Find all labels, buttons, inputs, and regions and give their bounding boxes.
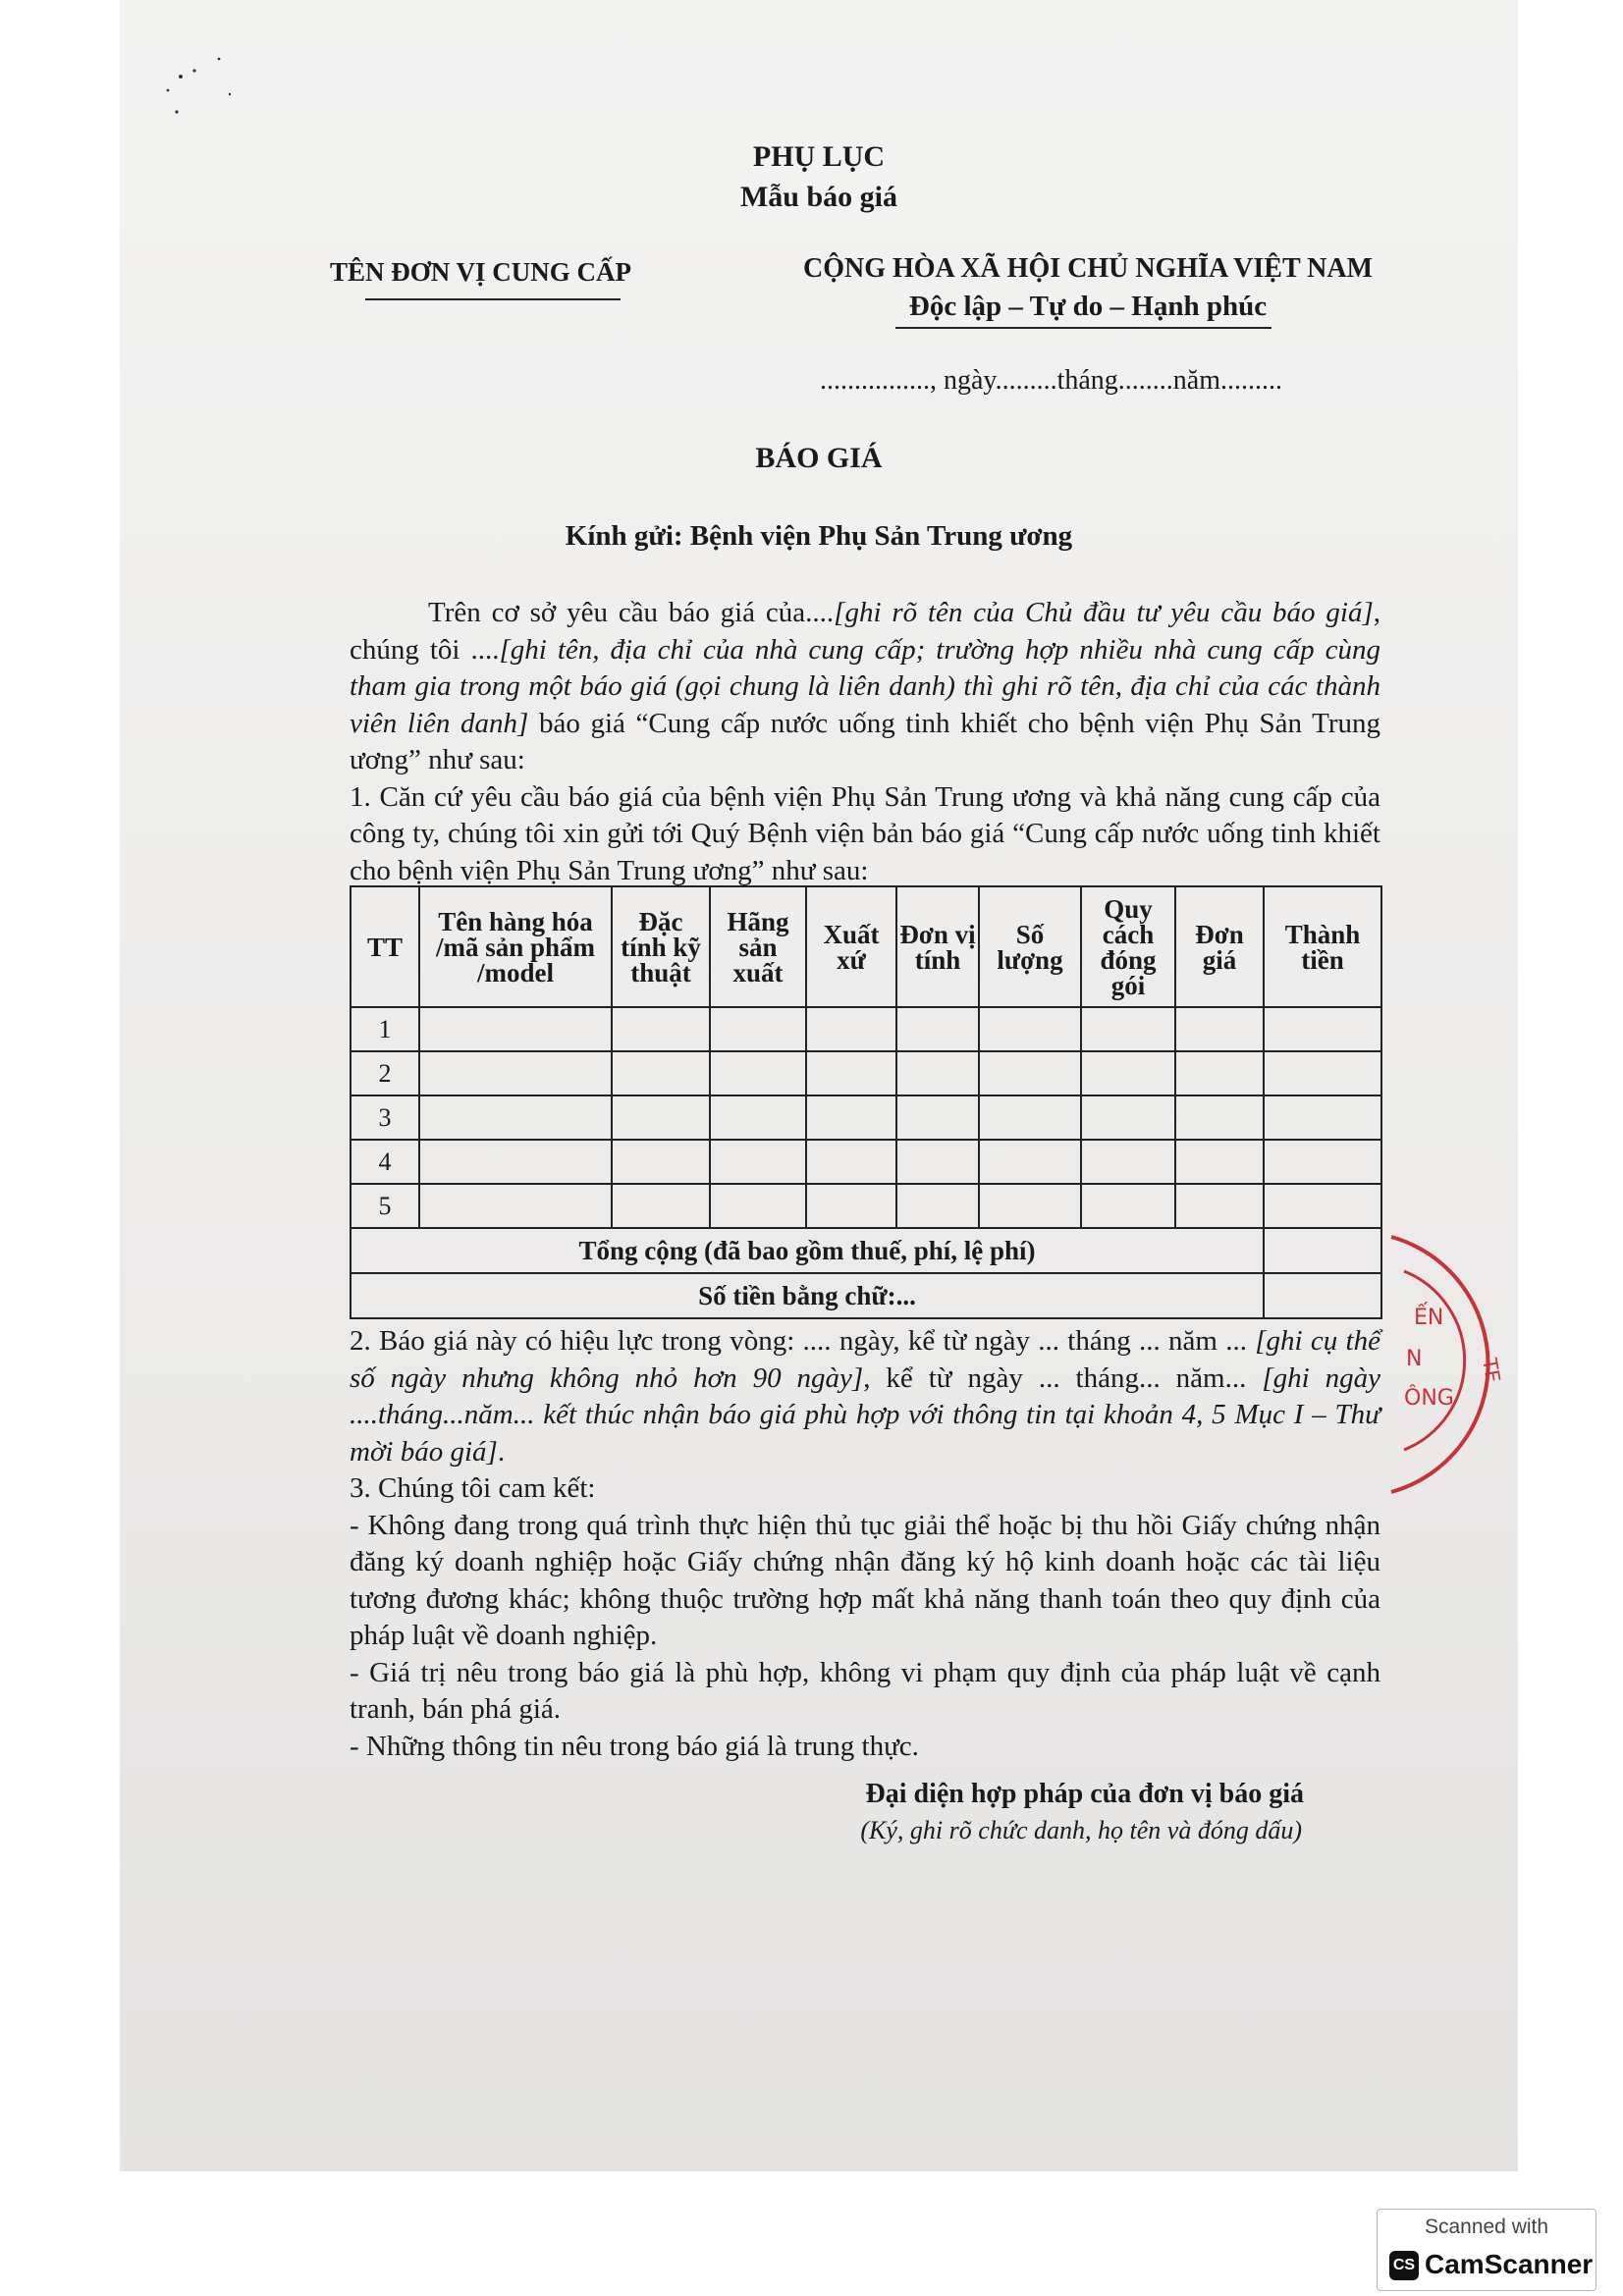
motto: Độc lập – Tự do – Hạnh phúc (908, 291, 1268, 322)
cell[interactable] (896, 1184, 979, 1228)
col-header-origin: Xuất xứ (806, 886, 896, 1007)
commitment-item: - Không đang trong quá trình thực hiện thủ tục giải thể hoặc bị thu hồi Giấy chứng nhận đăng ký doanh nghiệp hoặc Giấy chứng nhận đăng ký hộ kinh doanh hoặc các tài liệu tương đương khác; không thuộc trường hợp mất khả năng thanh toán theo quy định của pháp luật về doanh nghiệp. (350, 1509, 1380, 1651)
item-1-text: 1. Căn cứ yêu cầu báo giá của bệnh viện Phụ Sản Trung ương và khả năng cung cấp của công ty, chúng tôi xin gửi tới Quý Bệnh viện bản báo giá “Cung cấp nước uống tinh khiết cho bệnh viện Phụ Sản Trung ương” như sau: (350, 780, 1380, 886)
cell[interactable] (1081, 1184, 1175, 1228)
row-number: 3 (351, 1095, 419, 1140)
cell[interactable] (1175, 1140, 1264, 1184)
document-title: BÁO GIÁ (755, 442, 883, 474)
validity-clause (350, 1323, 1380, 1470)
amount-in-words-value-cell[interactable] (1264, 1273, 1381, 1318)
cell[interactable] (979, 1051, 1081, 1095)
commitment-item: - Những thông tin nêu trong báo giá là trung thực. (350, 1730, 919, 1762)
col-header-tt: TT (351, 886, 419, 1007)
cell[interactable] (979, 1007, 1081, 1051)
cell[interactable] (710, 1140, 806, 1184)
cell[interactable] (806, 1184, 896, 1228)
validity-note-1: [ghi cụ thể số ngày nhưng không nhỏ hơn 90 ngày] (350, 1325, 1380, 1394)
cell[interactable] (979, 1140, 1081, 1184)
scanned-with-label: Scanned with (1424, 2216, 1549, 2238)
col-header-quantity: Số lượng (979, 886, 1081, 1007)
cell[interactable] (896, 1007, 979, 1051)
commitments-heading: 3. Chúng tôi cam kết: (350, 1472, 596, 1504)
cell[interactable] (419, 1007, 612, 1051)
camscanner-logo-icon: CS (1389, 2251, 1419, 2280)
cell[interactable] (710, 1184, 806, 1228)
cell[interactable] (710, 1051, 806, 1095)
cell[interactable] (896, 1051, 979, 1095)
form-name: Mẫu báo giá (739, 181, 898, 213)
stamp-text-2: N (1406, 1347, 1423, 1371)
cell[interactable] (419, 1095, 612, 1140)
row-number: 4 (351, 1140, 419, 1184)
col-header-product-name: Tên hàng hóa /mã sản phẩm /model (419, 886, 612, 1007)
cell[interactable] (612, 1007, 710, 1051)
supplier-underline (365, 298, 621, 300)
cell[interactable] (1264, 1051, 1381, 1095)
signature-title: Đại diện hợp pháp của đơn vị báo giá (865, 1779, 1304, 1809)
scan-specks (139, 49, 257, 128)
cell[interactable] (1175, 1184, 1264, 1228)
amount-in-words-label: Số tiền bằng chữ:... (351, 1273, 1264, 1318)
table-header-row (351, 886, 1381, 1007)
total-label: Tổng cộng (đã bao gồm thuế, phí, lệ phí) (351, 1228, 1264, 1273)
cell[interactable] (896, 1140, 979, 1184)
total-value-cell[interactable] (1264, 1228, 1381, 1273)
table-row (351, 1095, 1381, 1140)
table-row (351, 1184, 1381, 1228)
recipient-line: Kính gửi: Bệnh viện Phụ Sản Trung ương (565, 520, 1073, 552)
intro-text-3: báo giá “Cung cấp nước uống tinh khiết cho bệnh viện Phụ Sản Trung ương” như sau: (350, 707, 1380, 775)
cell[interactable] (612, 1051, 710, 1095)
document-page (120, 0, 1518, 2171)
cell[interactable] (1081, 1007, 1175, 1051)
stamp-text-1: ẾN (1414, 1306, 1444, 1330)
date-line: ................, ngày.........tháng........năm......... (819, 365, 1282, 396)
cell[interactable] (612, 1184, 710, 1228)
cell[interactable] (896, 1095, 979, 1140)
validity-note-2: [ghi ngày ....tháng...năm... kết thúc nhận báo giá phù hợp với thông tin tại khoản 4, 5 Mục I – Thư mời báo giá] (350, 1362, 1380, 1468)
supplier-name-label: TÊN ĐƠN VỊ CUNG CẤP (330, 257, 632, 287)
total-row (351, 1228, 1381, 1273)
camscanner-badge (1377, 2209, 1596, 2291)
cell[interactable] (612, 1095, 710, 1140)
cell[interactable] (710, 1095, 806, 1140)
cell[interactable] (979, 1095, 1081, 1140)
appendix-heading: PHỤ LỤC (752, 140, 886, 173)
red-stamp-partial (1386, 1232, 1518, 1497)
cell[interactable] (979, 1184, 1081, 1228)
validity-text-1: 2. Báo giá này có hiệu lực trong vòng: .... ngày, kể từ ngày ... tháng ... năm ... (350, 1325, 1256, 1357)
cell[interactable] (1264, 1095, 1381, 1140)
intro-note-1: [ghi rõ tên của Chủ đầu tư yêu cầu báo giá] (834, 597, 1374, 628)
table-row (351, 1007, 1381, 1051)
col-header-unit-price: Đơn giá (1175, 886, 1264, 1007)
col-header-unit: Đơn vị tính (896, 886, 979, 1007)
cell[interactable] (806, 1095, 896, 1140)
table-row (351, 1051, 1381, 1095)
validity-and-commitments (350, 1323, 1380, 1765)
stamp-text-3: ÔNG (1404, 1386, 1454, 1411)
commitment-item: - Giá trị nêu trong báo giá là phù hợp, không vi phạm quy định của pháp luật về cạnh tranh, bán phá giá. (350, 1656, 1380, 1725)
cell[interactable] (1175, 1051, 1264, 1095)
cell[interactable] (1081, 1140, 1175, 1184)
cell[interactable] (1081, 1095, 1175, 1140)
stamp-text-4: TE (1478, 1356, 1506, 1385)
col-header-packaging: Quy cách đóng gói (1081, 886, 1175, 1007)
col-header-manufacturer: Hãng sản xuất (710, 886, 806, 1007)
cell[interactable] (1264, 1140, 1381, 1184)
cell[interactable] (1175, 1007, 1264, 1051)
validity-text-3: . (497, 1435, 506, 1468)
cell[interactable] (612, 1140, 710, 1184)
cell[interactable] (806, 1007, 896, 1051)
intro-text-2: , chúng tôi .... (350, 597, 1380, 666)
table-row (351, 1140, 1381, 1184)
cell[interactable] (806, 1140, 896, 1184)
cell[interactable] (806, 1051, 896, 1095)
validity-text-2: , kể từ ngày ... tháng... năm... (863, 1362, 1263, 1394)
col-header-total: Thành tiền (1264, 886, 1381, 1007)
camscanner-brand: CamScanner (1425, 2249, 1594, 2279)
row-number: 2 (351, 1051, 419, 1095)
cell[interactable] (419, 1140, 612, 1184)
quote-table (350, 885, 1382, 1319)
motto-underline (895, 327, 1271, 329)
intro-text (350, 595, 1380, 779)
row-number: 5 (351, 1184, 419, 1228)
intro-note-2: [ghi tên, địa chỉ của nhà cung cấp; trường hợp nhiều nhà cung cấp cùng tham gia trong một báo giá (gọi chung là liên danh) thì ghi rõ tên, địa chỉ của các thành viên liên danh] (350, 633, 1380, 739)
cell[interactable] (1264, 1184, 1381, 1228)
cell[interactable] (419, 1184, 612, 1228)
signature-note: (Ký, ghi rõ chức danh, họ tên và đóng dấu) (860, 1816, 1302, 1844)
row-number: 1 (351, 1007, 419, 1051)
cell[interactable] (1175, 1095, 1264, 1140)
intro-paragraph (350, 595, 1380, 889)
cell[interactable] (710, 1007, 806, 1051)
cell[interactable] (1081, 1051, 1175, 1095)
col-header-specs: Đặc tính kỹ thuật (612, 886, 710, 1007)
cell[interactable] (1264, 1007, 1381, 1051)
intro-text-1: Trên cơ sở yêu cầu báo giá của.... (428, 597, 835, 628)
cell[interactable] (419, 1051, 612, 1095)
republic-heading: CỘNG HÒA XÃ HỘI CHỦ NGHĨA VIỆT NAM (802, 253, 1374, 284)
amount-in-words-row (351, 1273, 1381, 1318)
